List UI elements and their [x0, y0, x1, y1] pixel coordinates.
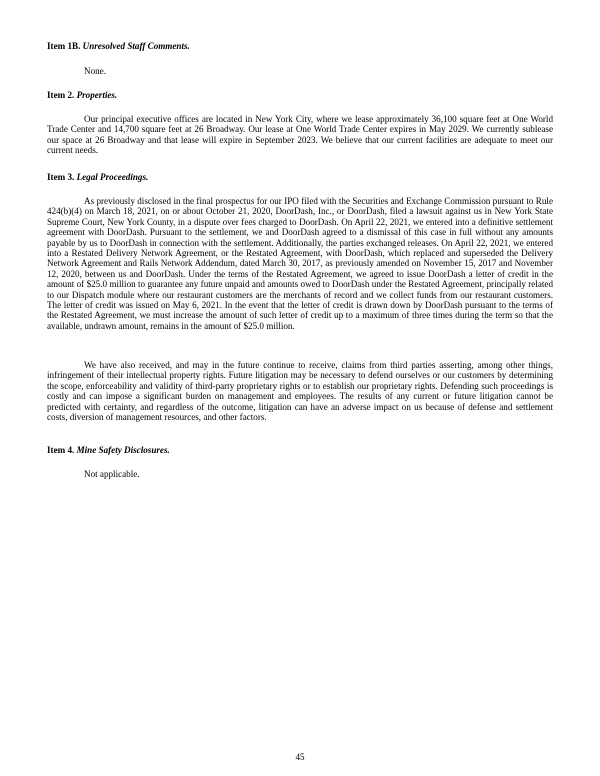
item-2-label: Item 2.	[47, 90, 75, 100]
item-1b-title: Unresolved Staff Comments.	[82, 41, 190, 51]
item-4-body: Not applicable.	[84, 469, 140, 479]
item-3-heading	[47, 172, 148, 183]
item-3-title: Legal Proceedings.	[76, 172, 149, 182]
item-4-label: Item 4.	[47, 445, 75, 455]
page-number: 45	[295, 752, 305, 762]
item-2-title: Properties.	[76, 90, 118, 100]
item-1b-body: None.	[84, 66, 106, 76]
item-3-paragraph-2: We have also received, and may in the future continue to receive, claims from third parties asserting, among other things, infringement of their intellectual property rights. Future litigation may be necessary to defend ourselves or our customers by determining the scope, enforceability and validity of third-party proprietary rights or to establish our proprietary rights. Defending such proceedings is costly and can impose a significant burden on management and employees. The results of any current or future litigation cannot be predicted with certainty, and regardless of the outcome, litigation can have an adverse impact on us because of defense and settlement costs, diversion of management resources, and other factors.	[47, 360, 553, 423]
item-4-title: Mine Safety Disclosures.	[76, 445, 170, 455]
item-3-label: Item 3.	[47, 172, 75, 182]
item-3-paragraph-1: As previously disclosed in the final prospectus for our IPO filed with the Securities and Exchange Commission pursuant to Rule 424(b)(4) on March 18, 2021, on or about October 21, 2020, DoorDash, Inc., or DoorDash, filed a lawsuit against us in New York State Supreme Court, New York County, in a dispute over fees charged to DoorDash. On April 22, 2021, we entered into a definitive settlement agreement with DoorDash. Pursuant to the settlement, we and DoorDash agreed to a dismissal of this case in full without any amounts payable by us to DoorDash in connection with the settlement. Additionally, the parties exchanged releases. On April 22, 2021, we entered into a Restated Delivery Network Agreement, or the Restated Agreement, with DoorDash, which replaced and superseded the Delivery Network Agreement and Rails Network Addendum, dated March 30, 2017, as previously amended on November 15, 2017 and November 12, 2020, between us and DoorDash. Under the terms of the Restated Agreement, we agreed to issue DoorDash a letter of credit in the amount of $25.0 million to guarantee any future unpaid and amounts owed to DoorDash under the Restated Agreement, principally related to our Dispatch module where our restaurant customers are the merchants of record and we collect funds from our restaurant customers. The letter of credit was issued on May 6, 2021. In the event that the letter of credit is drawn down by DoorDash pursuant to the terms of the Restated Agreement, we must increase the amount of such letter of credit up to a maximum of three times during the term so that the available, undrawn amount, remains in the amount of $25.0 million.	[47, 196, 553, 331]
item-2-body: Our principal executive offices are located in New York City, where we lease approximately 36,100 square feet at One World Trade Center and 14,700 square feet at 26 Broadway. Our lease at One World Trade Center expires in May 2029. We currently sublease our space at 26 Broadway and that lease will expire in September 2023. We believe that our current facilities are adequate to meet our current needs.	[47, 114, 553, 156]
item-2-heading	[47, 90, 117, 101]
item-4-heading	[47, 445, 170, 456]
item-1b-label: Item 1B.	[47, 41, 81, 51]
item-1b-heading	[47, 41, 190, 52]
